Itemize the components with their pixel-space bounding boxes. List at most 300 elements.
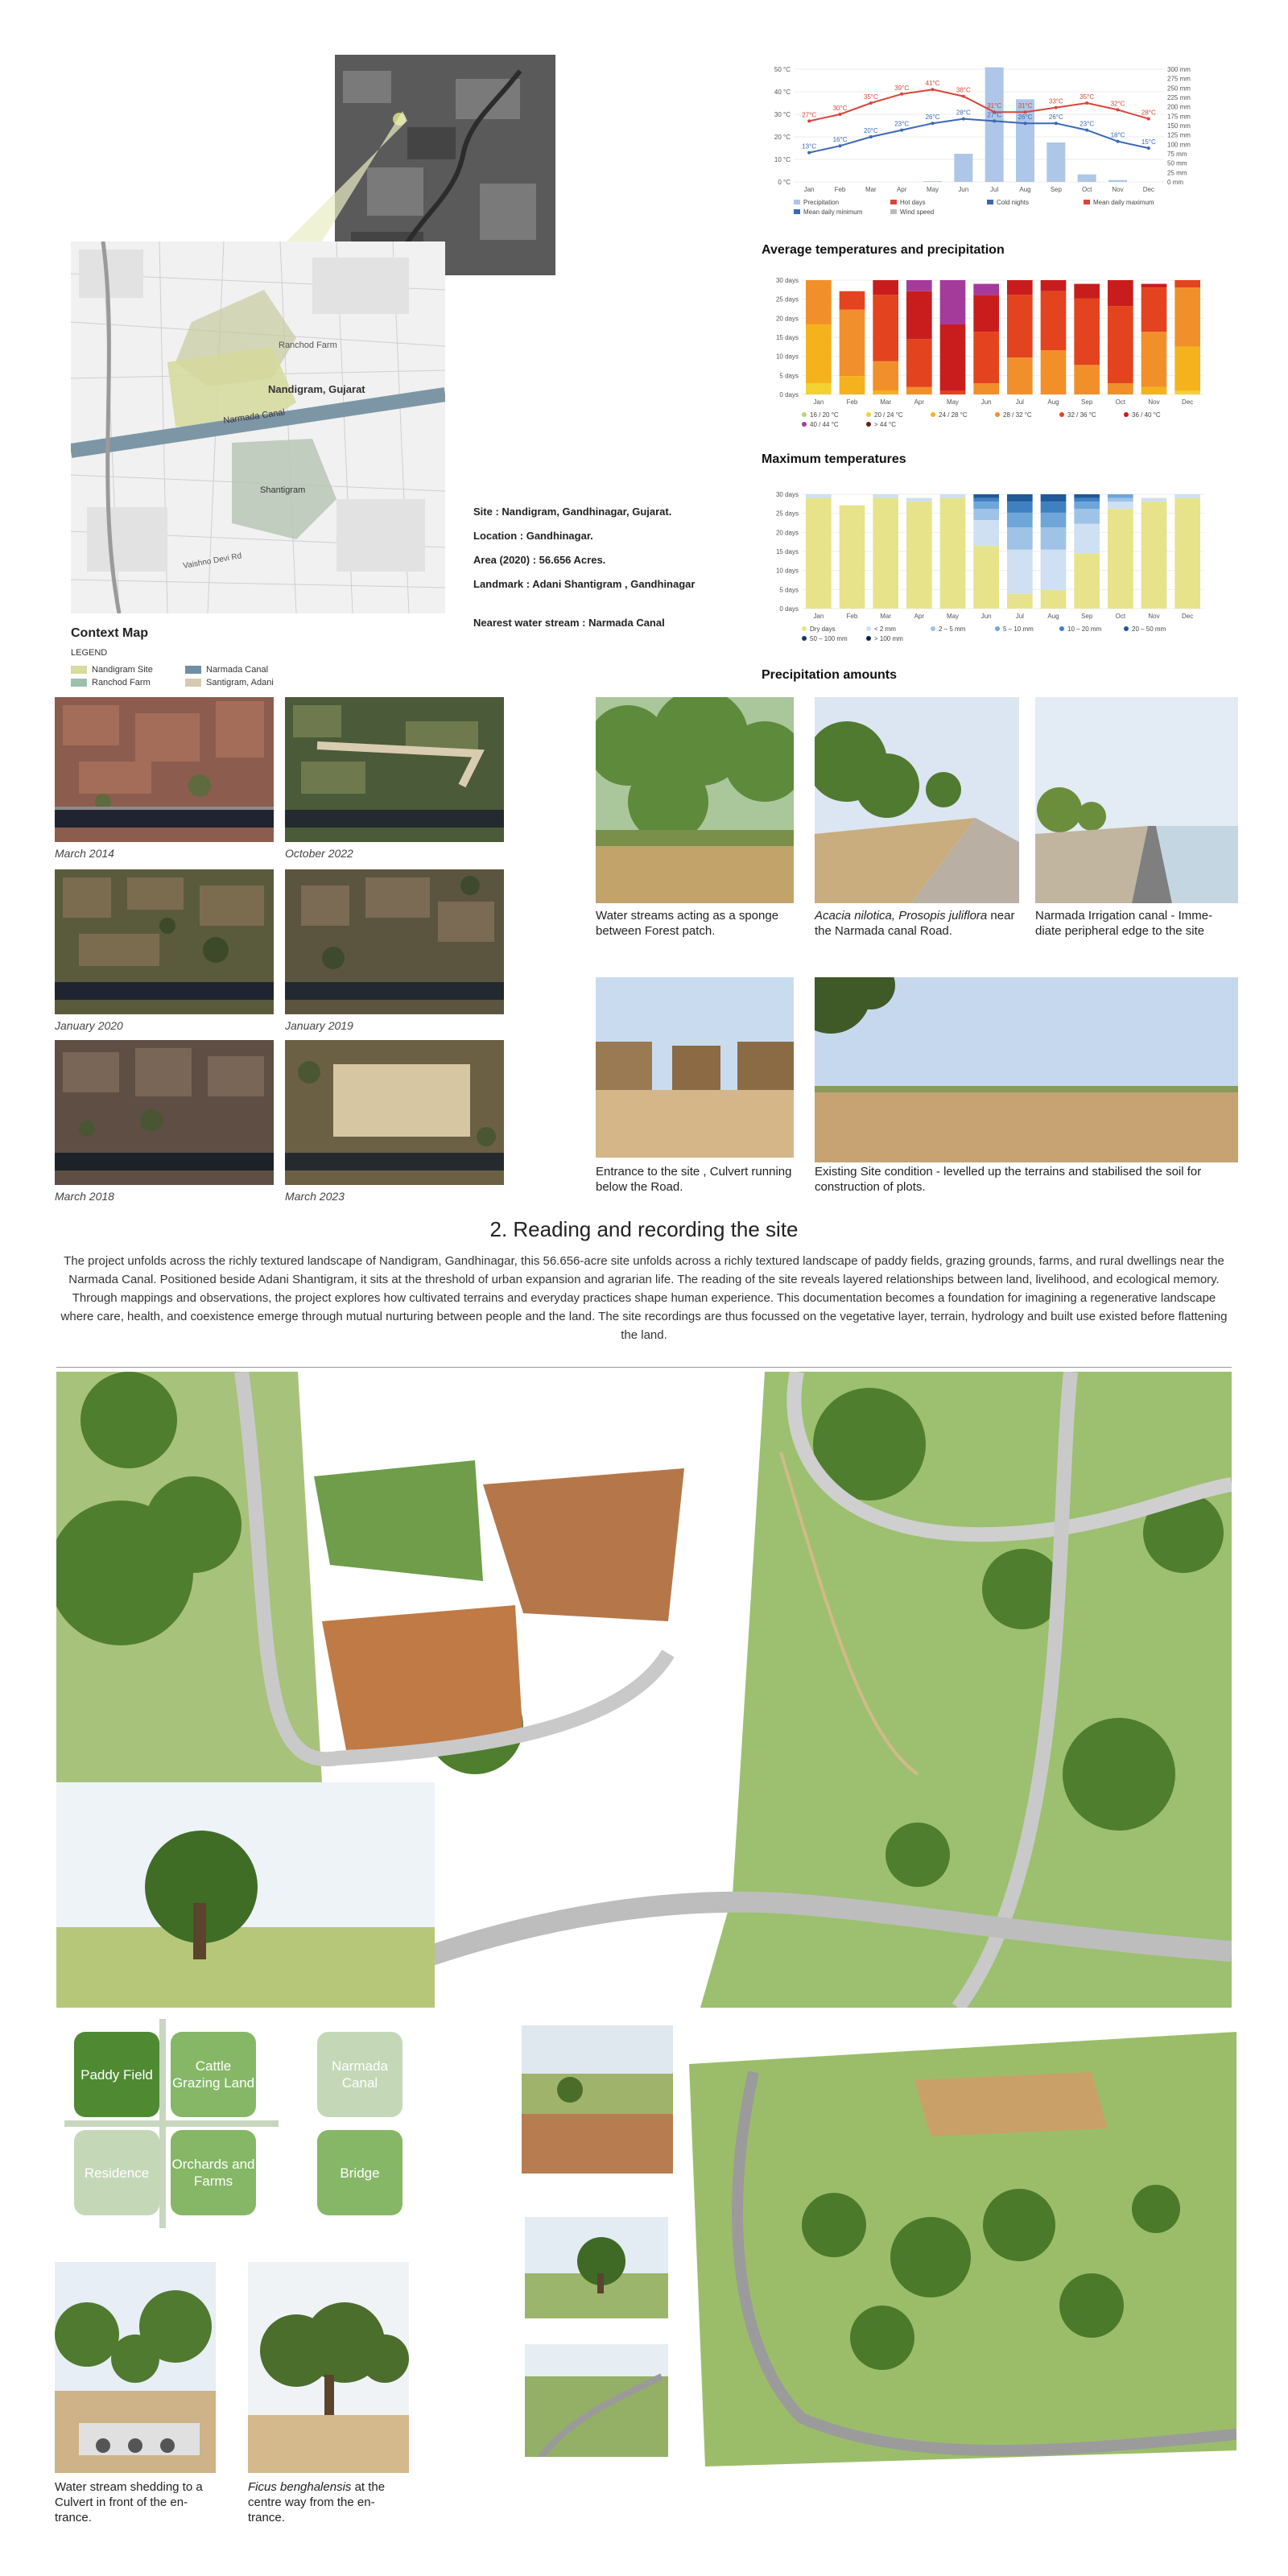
- y-tick-label: 10 °C: [774, 156, 791, 163]
- data-label: 30°C: [832, 105, 848, 112]
- data-point: [900, 129, 903, 132]
- y2-tick-label: 50 mm: [1167, 159, 1187, 167]
- node-paddy-field: Paddy Field: [74, 2032, 159, 2117]
- data-point: [931, 122, 935, 125]
- legend-swatch: [866, 412, 871, 417]
- x-tick-label: Jun: [958, 186, 969, 193]
- x-tick-label: May: [926, 186, 939, 193]
- precip-bar: [1108, 180, 1127, 182]
- data-label: 26°C: [925, 114, 940, 122]
- bar-segment: [1174, 498, 1200, 609]
- x-tick-label: Apr: [896, 186, 907, 193]
- bar-segment: [940, 494, 966, 498]
- y-tick-label: 5 days: [779, 586, 799, 594]
- bar-segment: [1108, 383, 1133, 394]
- data-point: [1024, 122, 1027, 125]
- bar-segment: [806, 494, 832, 498]
- caption-water-streams: Water streams acting as a sponge between Forest patch.: [596, 909, 779, 938]
- info-landmark: Landmark : Adani Shantigram , Gandhinagar: [473, 578, 696, 590]
- data-point: [1147, 118, 1150, 121]
- bar-segment: [973, 284, 999, 295]
- photo-perspective-3: [525, 2344, 668, 2457]
- node-cattle-grazing: Cattle Grazing Land: [171, 2032, 256, 2117]
- legend-swatch: [1124, 626, 1129, 631]
- bar-segment: [973, 546, 999, 609]
- bar-segment: [1074, 502, 1100, 509]
- caption-acacia: Acacia nilotica, Prosopis juliflora near the Narmada canal Road.: [815, 909, 1015, 938]
- x-tick-label: Nov: [1148, 398, 1160, 406]
- y-tick-label: 0 °C: [778, 179, 791, 186]
- date-label: March 2014: [55, 847, 114, 860]
- legend-swatch: [931, 626, 935, 631]
- x-tick-label: Feb: [846, 613, 858, 620]
- bar-segment: [873, 280, 898, 295]
- bar-segment: [1007, 594, 1033, 609]
- data-label: 26°C: [1048, 114, 1063, 122]
- legend-swatch: [995, 412, 1000, 417]
- data-point: [839, 113, 842, 116]
- legend-label: 5 – 10 mm: [1003, 625, 1034, 633]
- node-bridge: Bridge: [317, 2130, 402, 2215]
- precip-bar: [1046, 142, 1065, 182]
- aerial-march-2018: [55, 1040, 274, 1185]
- x-tick-label: Mar: [865, 186, 877, 193]
- precip-bar: [954, 154, 972, 182]
- bar-segment: [940, 390, 966, 394]
- bar-segment: [873, 361, 898, 391]
- legend-label: Wind speed: [900, 208, 935, 216]
- data-point: [839, 144, 842, 147]
- caption-water-culvert: Water stream shedding to a Culvert in front of the en- trance.: [55, 2480, 203, 2524]
- legend-nandigram: Nandigram Site: [71, 665, 153, 675]
- bar-segment: [873, 295, 898, 361]
- caption-ficus: Ficus benghalensis at the centre way from the en- trance.: [248, 2480, 386, 2524]
- photo-narmada-canal: [1035, 697, 1238, 903]
- bar-segment: [940, 280, 966, 324]
- bar-segment: [1041, 494, 1067, 502]
- x-tick-label: Sep: [1050, 186, 1062, 193]
- bar-segment: [906, 387, 932, 394]
- bar-segment: [973, 498, 999, 502]
- label-nandigram: Nandigram, Gujarat: [268, 383, 365, 395]
- caption-entrance: Entrance to the site , Culvert running below the Road.: [596, 1165, 792, 1194]
- data-point: [900, 93, 903, 96]
- y2-tick-label: 100 mm: [1167, 141, 1191, 149]
- node-residence: Residence: [74, 2130, 159, 2215]
- x-tick-label: Feb: [834, 186, 846, 193]
- bar-segment: [1074, 284, 1100, 299]
- legend-label: < 2 mm: [874, 625, 896, 633]
- data-point: [1147, 147, 1150, 150]
- x-tick-label: Aug: [1047, 613, 1059, 620]
- y-tick-label: 5 days: [779, 372, 799, 380]
- bar-segment: [973, 332, 999, 383]
- bar-segment: [1074, 509, 1100, 523]
- bar-segment: [1007, 527, 1033, 549]
- bar-segment: [1041, 590, 1067, 609]
- y-tick-label: 25 days: [775, 510, 799, 518]
- data-label: 38°C: [956, 86, 971, 94]
- series-line: [809, 119, 1149, 153]
- bar-segment: [1074, 494, 1100, 498]
- legend-swatch: [1059, 626, 1064, 631]
- data-label: 18°C: [1110, 131, 1125, 139]
- y-tick-label: 25 days: [775, 295, 799, 303]
- bar-segment: [973, 509, 999, 520]
- legend-label: 20 / 24 °C: [874, 411, 903, 419]
- data-label: 28°C: [956, 109, 971, 117]
- x-tick-label: Apr: [914, 398, 925, 406]
- legend-label: 36 / 40 °C: [1132, 411, 1161, 419]
- data-label: 26°C: [1018, 114, 1033, 122]
- section-paragraph: The project unfolds across the richly textured landscape of Nandigram, Gandhinagar, this 56.656-acre site unfolds across a richly textured landscape of paddy fields, grazing grounds, farms, and rural dwellings near the Narmada Canal. Positioned beside Adani Shantigram, it sits at the threshold of urban expansion and agrarian life. The reading of the site reveals layered relationships between land, livelihood, and ecological memory. Through mappings and observations, the project explores how cultivated terrains and everyday practices shape human experience. This documentation becomes a foundation for imagining a regenerative landscape where care, health, and coexistence emerge through mutual nurturing between people and the land. The site recordings are thus focussed on the vegetative layer, terrain, hydrology and built use existed before flattening the land.: [60, 1254, 1228, 1342]
- legend-title: LEGEND: [71, 648, 108, 658]
- data-point: [1117, 140, 1120, 143]
- bar-segment: [906, 280, 932, 291]
- x-tick-label: Dec: [1182, 613, 1194, 620]
- bar-segment: [973, 520, 999, 546]
- legend-swatch: [1059, 412, 1064, 417]
- bar-segment: [1174, 494, 1200, 498]
- photo-water-streams: [596, 697, 794, 903]
- legend-label: 28 / 32 °C: [1003, 411, 1032, 419]
- label-canal: Narmada Canal: [222, 407, 286, 426]
- bar-segment: [873, 498, 898, 609]
- bar-segment: [1074, 524, 1100, 554]
- legend-ranchod: Ranchod Farm: [71, 678, 151, 687]
- precip-bar: [1078, 175, 1096, 182]
- data-label: 23°C: [1080, 120, 1095, 128]
- photo-ficus: [248, 2262, 409, 2473]
- legend-label: > 44 °C: [874, 421, 896, 428]
- data-label: 23°C: [894, 120, 910, 128]
- bar-segment: [873, 494, 898, 498]
- data-point: [1117, 108, 1120, 111]
- x-tick-label: Sep: [1081, 613, 1093, 620]
- y-tick-label: 0 days: [779, 605, 799, 613]
- legend-label: 24 / 28 °C: [939, 411, 968, 419]
- legend-label: Cold nights: [997, 199, 1030, 206]
- data-label: 28°C: [1141, 109, 1156, 117]
- node-narmada-canal: Narmada Canal: [317, 2032, 402, 2117]
- date-label: January 2019: [285, 1019, 353, 1032]
- bar-segment: [840, 506, 865, 609]
- data-point: [807, 119, 811, 122]
- x-tick-label: Nov: [1112, 186, 1124, 193]
- bar-segment: [1141, 284, 1167, 288]
- x-tick-label: Apr: [914, 613, 925, 620]
- photo-entrance-culvert: [596, 977, 794, 1158]
- y-tick-label: 30 days: [775, 277, 799, 284]
- data-label: 15°C: [1141, 138, 1156, 146]
- bar-segment: [1108, 494, 1133, 498]
- illustrated-site-plan: [56, 1372, 1232, 2008]
- legend-label: 10 – 20 mm: [1067, 625, 1102, 633]
- precip-chart: [762, 488, 1212, 658]
- bar-segment: [906, 502, 932, 609]
- bar-segment: [1074, 498, 1100, 502]
- bar-segment: [1108, 509, 1133, 609]
- y2-tick-label: 175 mm: [1167, 113, 1191, 121]
- bar-segment: [1041, 527, 1067, 549]
- y2-tick-label: 200 mm: [1167, 103, 1191, 111]
- y-tick-label: 30 °C: [774, 111, 791, 118]
- bar-segment: [973, 383, 999, 394]
- y-tick-label: 15 days: [775, 334, 799, 341]
- data-point: [1055, 122, 1058, 125]
- legend-label: 32 / 36 °C: [1067, 411, 1096, 419]
- bar-segment: [1041, 350, 1067, 394]
- bar-segment: [806, 383, 832, 394]
- bar-segment: [1174, 390, 1200, 394]
- bar-segment: [840, 310, 865, 376]
- label-road: Vaishno Devi Rd: [182, 551, 243, 571]
- caption-narmada-canal: Narmada Irrigation canal - Imme- diate peripheral edge to the site: [1035, 909, 1213, 938]
- info-site: Site : Nandigram, Gandhinagar, Gujarat.: [473, 506, 672, 518]
- bar-segment: [1141, 498, 1167, 502]
- data-point: [869, 101, 873, 105]
- legend-label: > 100 mm: [874, 635, 903, 642]
- x-tick-label: Aug: [1047, 398, 1059, 406]
- x-tick-label: Aug: [1019, 186, 1031, 193]
- bar-segment: [940, 324, 966, 390]
- legend-swatch: [794, 200, 800, 204]
- data-label: 35°C: [863, 93, 878, 101]
- label-shantigram: Shantigram: [260, 485, 306, 495]
- bar-segment: [1007, 280, 1033, 295]
- legend-label: Precipitation: [803, 199, 840, 206]
- data-label: 33°C: [1048, 97, 1063, 105]
- bar-segment: [906, 291, 932, 340]
- legend-label: Hot days: [900, 199, 926, 206]
- data-label: 31°C: [987, 102, 1002, 110]
- legend-canal: Narmada Canal: [185, 665, 268, 675]
- bar-segment: [973, 295, 999, 332]
- data-point: [869, 135, 873, 138]
- photo-perspective-2: [525, 2217, 668, 2318]
- bar-segment: [973, 494, 999, 498]
- precip-bar: [985, 68, 1004, 182]
- bar-segment: [1007, 295, 1033, 357]
- legend-label: Mean daily minimum: [803, 208, 863, 216]
- x-tick-label: May: [946, 613, 960, 620]
- x-tick-label: May: [946, 398, 960, 406]
- legend-label: Mean daily maximum: [1093, 199, 1154, 206]
- date-label: March 2018: [55, 1190, 114, 1203]
- chart-title-avg-temp: Average temperatures and precipitation: [762, 243, 1005, 257]
- data-label: 39°C: [894, 84, 910, 92]
- bar-segment: [906, 339, 932, 387]
- legend-swatch: [802, 412, 807, 417]
- caption-existing-site: Existing Site condition - levelled up the terrains and stabilised the soil for construction of plots.: [815, 1165, 1202, 1194]
- data-point: [931, 88, 935, 91]
- data-label: 27°C: [802, 111, 817, 119]
- legend-swatch: [1124, 412, 1129, 417]
- legend-label: 40 / 44 °C: [810, 421, 839, 428]
- legend-label: 50 – 100 mm: [810, 635, 848, 642]
- data-point: [993, 119, 996, 122]
- legend-swatch: [866, 636, 871, 641]
- x-tick-label: Mar: [880, 613, 892, 620]
- legend-swatch: [866, 626, 871, 631]
- bar-segment: [1074, 553, 1100, 609]
- x-tick-label: Nov: [1148, 613, 1160, 620]
- bar-segment: [1141, 387, 1167, 394]
- bar-segment: [1007, 550, 1033, 594]
- legend-swatch: [794, 209, 800, 214]
- data-point: [962, 118, 965, 121]
- date-label: March 2023: [285, 1190, 345, 1203]
- y2-tick-label: 250 mm: [1167, 85, 1191, 93]
- arrow-horizontal: [64, 2120, 279, 2127]
- bar-segment: [1141, 502, 1167, 609]
- x-tick-label: Jul: [1015, 613, 1024, 620]
- section-heading: 2. Reading and recording the site: [489, 1217, 799, 1241]
- data-point: [962, 95, 965, 98]
- x-tick-label: Dec: [1142, 186, 1154, 193]
- x-tick-label: Sep: [1081, 398, 1093, 406]
- x-tick-label: Jan: [813, 613, 824, 620]
- x-tick-label: Jan: [803, 186, 815, 193]
- bar-segment: [1007, 357, 1033, 394]
- date-label: October 2022: [285, 847, 353, 860]
- aerial-march-2023: [285, 1040, 504, 1185]
- x-tick-label: Jun: [980, 398, 992, 406]
- photo-existing-site: [815, 977, 1238, 1162]
- bar-segment: [1074, 299, 1100, 365]
- y-tick-label: 10 days: [775, 567, 799, 575]
- x-tick-label: Jun: [980, 613, 992, 620]
- y2-tick-label: 125 mm: [1167, 131, 1191, 139]
- bar-segment: [973, 502, 999, 509]
- y2-tick-label: 150 mm: [1167, 122, 1191, 130]
- legend-swatch: [931, 412, 935, 417]
- y-tick-label: 20 days: [775, 529, 799, 537]
- x-tick-label: Jul: [1015, 398, 1024, 406]
- y-tick-label: 50 °C: [774, 66, 791, 73]
- bar-segment: [806, 280, 832, 324]
- legend-swatch: [802, 422, 807, 427]
- bar-segment: [1007, 494, 1033, 502]
- divider: [56, 1367, 1232, 1368]
- bar-segment: [1174, 280, 1200, 287]
- label-ranchod-farm: Ranchod Farm: [279, 341, 337, 350]
- data-point: [807, 151, 811, 155]
- y2-tick-label: 25 mm: [1167, 169, 1187, 177]
- legend-swatch: [802, 636, 807, 641]
- bar-segment: [1108, 498, 1133, 502]
- bar-segment: [1041, 280, 1067, 291]
- legend-swatch: [802, 626, 807, 631]
- x-tick-label: Jul: [990, 186, 999, 193]
- legend-label: 2 – 5 mm: [939, 625, 966, 633]
- context-map-title: Context Map: [71, 626, 148, 640]
- bar-segment: [1174, 346, 1200, 390]
- bar-segment: [806, 498, 832, 609]
- chart-title-precip: Precipitation amounts: [762, 668, 898, 682]
- legend-swatch: [890, 209, 897, 214]
- data-label: 41°C: [925, 80, 940, 88]
- y-tick-label: 40 °C: [774, 89, 791, 96]
- bar-segment: [1141, 287, 1167, 332]
- y-tick-label: 20 days: [775, 315, 799, 323]
- data-point: [1085, 101, 1088, 105]
- data-label: 31°C: [1018, 102, 1033, 110]
- y-tick-label: 0 days: [779, 391, 799, 398]
- aerial-january-2019: [285, 869, 504, 1014]
- y2-tick-label: 300 mm: [1167, 66, 1191, 73]
- aerial-perspective-render: [673, 2016, 1236, 2483]
- y-tick-label: 30 days: [775, 491, 799, 498]
- bar-segment: [940, 498, 966, 609]
- legend-santigram: Santigram, Adani: [185, 678, 274, 687]
- legend-swatch: [987, 200, 993, 204]
- node-orchards-farms: Orchards and Farms: [171, 2130, 256, 2215]
- date-label: January 2020: [55, 1019, 123, 1032]
- avg-temp-chart: [762, 63, 1212, 224]
- bar-segment: [806, 324, 832, 383]
- bar-segment: [1041, 513, 1067, 527]
- x-tick-label: Feb: [846, 398, 858, 406]
- legend-label: 16 / 20 °C: [810, 411, 839, 419]
- y2-tick-label: 0 mm: [1167, 179, 1183, 186]
- legend-swatch: [1084, 200, 1090, 204]
- bar-segment: [1108, 306, 1133, 383]
- data-point: [1055, 106, 1058, 109]
- max-temp-chart: [762, 274, 1212, 435]
- y-tick-label: 10 days: [775, 353, 799, 361]
- y-tick-label: 20 °C: [774, 134, 791, 141]
- context-map: [71, 242, 445, 613]
- bar-segment: [840, 291, 865, 310]
- bar-segment: [1074, 365, 1100, 394]
- data-point: [1085, 129, 1088, 132]
- bar-segment: [873, 390, 898, 394]
- legend-swatch: [866, 422, 871, 427]
- chart-title-max-temp: Maximum temperatures: [762, 452, 906, 466]
- bar-segment: [1141, 332, 1167, 387]
- bar-segment: [1174, 287, 1200, 346]
- photo-acacia-canal-road: [815, 697, 1019, 903]
- bar-segment: [1108, 280, 1133, 306]
- aerial-january-2020: [55, 869, 274, 1014]
- x-tick-label: Oct: [1115, 398, 1126, 406]
- data-label: 27°C: [987, 111, 1002, 119]
- data-label: 20°C: [863, 127, 878, 134]
- aerial-october-2022: [285, 697, 504, 842]
- data-label: 35°C: [1080, 93, 1095, 101]
- photo-water-culvert: [55, 2262, 216, 2473]
- bar-segment: [1108, 502, 1133, 509]
- precip-bar: [923, 181, 942, 182]
- legend-swatch: [995, 626, 1000, 631]
- x-tick-label: Oct: [1115, 613, 1126, 620]
- bar-segment: [840, 376, 865, 394]
- bar-segment: [1007, 513, 1033, 527]
- info-location: Location : Gandhinagar.: [473, 530, 593, 542]
- y-tick-label: 15 days: [775, 548, 799, 555]
- legend-swatch: [890, 200, 897, 204]
- legend-label: 20 – 50 mm: [1132, 625, 1166, 633]
- info-area: Area (2020) : 56.656 Acres.: [473, 554, 606, 566]
- x-tick-label: Mar: [880, 398, 892, 406]
- y2-tick-label: 225 mm: [1167, 94, 1191, 101]
- info-water: Nearest water stream : Narmada Canal: [473, 617, 665, 629]
- y2-tick-label: 275 mm: [1167, 75, 1191, 83]
- aerial-march-2014: [55, 697, 274, 842]
- legend-label: Dry days: [810, 625, 836, 633]
- bar-segment: [1041, 550, 1067, 590]
